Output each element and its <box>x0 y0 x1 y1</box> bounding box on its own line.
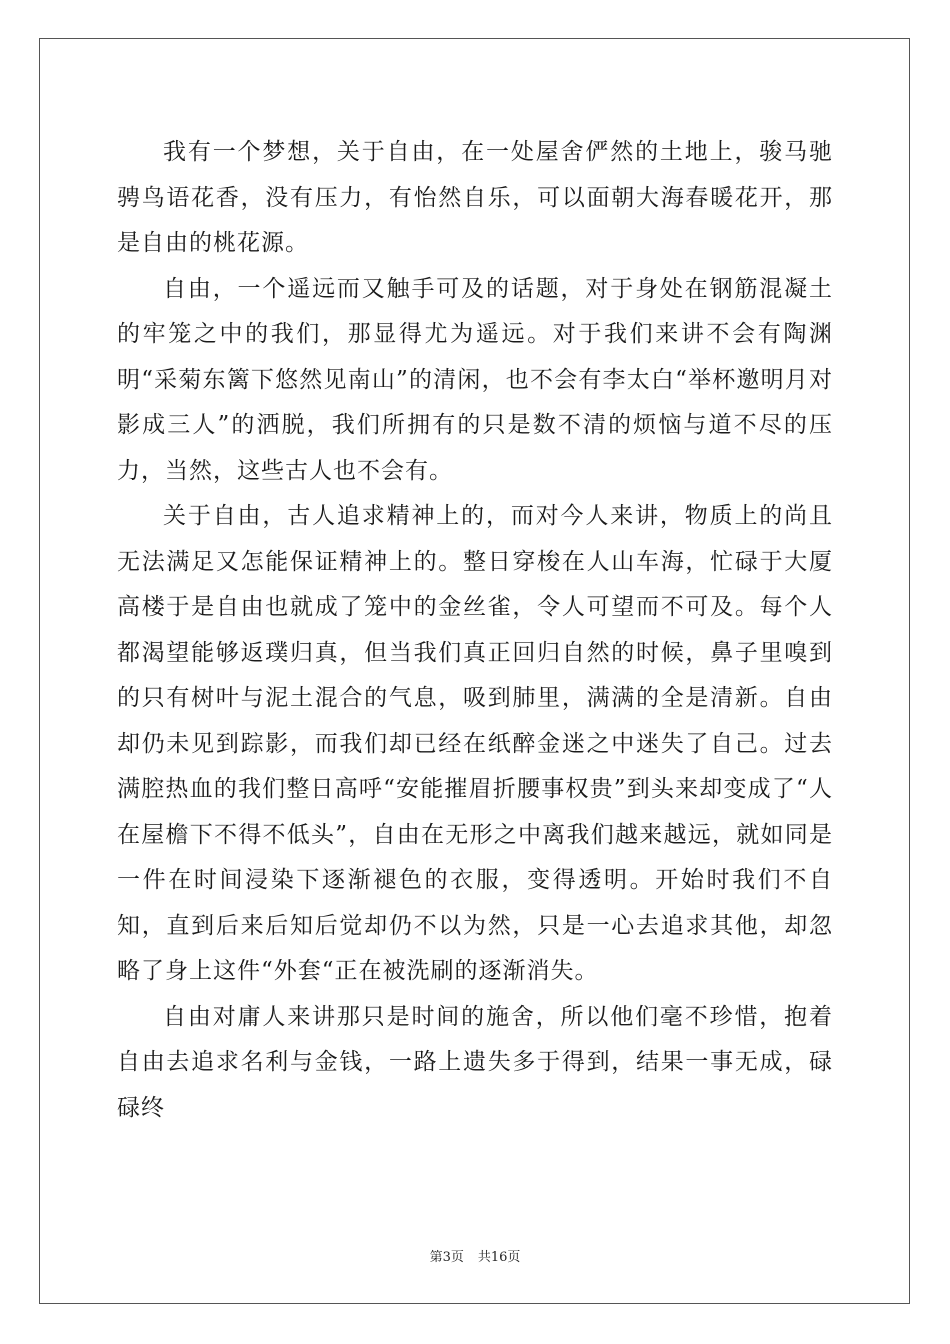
paragraph-1: 我有一个梦想，关于自由，在一处屋舍俨然的土地上，骏马驰骋鸟语花香，没有压力，有怡然自乐，可以面朝大海春暖花开，那是自由的桃花源。 <box>117 139 833 256</box>
paragraph-4: 自由对庸人来讲那只是时间的施舍，所以他们毫不珍惜，抱着自由去追求名利与金钱，一路上遗失多于得到，结果一事无成，碌碌终 <box>117 1003 833 1121</box>
page-total: 共16页 <box>477 1250 521 1265</box>
paragraph-3: 关于自由，古人追求精神上的，而对今人来讲，物质上的尚且无法满足又怎能保证精神上的。整日穿梭在人山车海，忙碌于大厦高楼于是自由也就成了笼中的金丝雀，令人可望而不可及。每个人都渴望能够返璞归真，但当我们真正回归自然的时候，鼻子里嗅到的只有树叶与泥土混合的气息，吸到肺里，满满的全是清新。自由却仍未见到踪影，而我们却已经在纸醉金迷之中迷失了自己。过去满腔热血的我们整日高呼“安能摧眉折腰事权贵”到头来却变成了“人在屋檐下不得不低头”，自由在无形之中离我们越来越远，就如同是一件在时间浸染下逐渐褪色的衣服，变得透明。开始时我们不自知，直到后来后知后觉却仍不以为然，只是一心去追求其他，却忽略了身上这件“外套“正在被洗刷的逐渐消失。 <box>117 503 833 984</box>
paragraph-2: 自由，一个遥远而又触手可及的话题，对于身处在钢筋混凝土的牢笼之中的我们，那显得尤为遥远。对于我们来讲不会有陶渊明“采菊东篱下悠然见南山”的清闲，也不会有李太白“举杯邀明月对影成三人”的洒脱，我们所拥有的只是数不清的烦恼与道不尽的压力，当然，这些古人也不会有。 <box>117 275 833 484</box>
document-body <box>117 130 833 1131</box>
page-footer <box>0 1246 950 1265</box>
page-number: 第3页 <box>429 1250 464 1265</box>
